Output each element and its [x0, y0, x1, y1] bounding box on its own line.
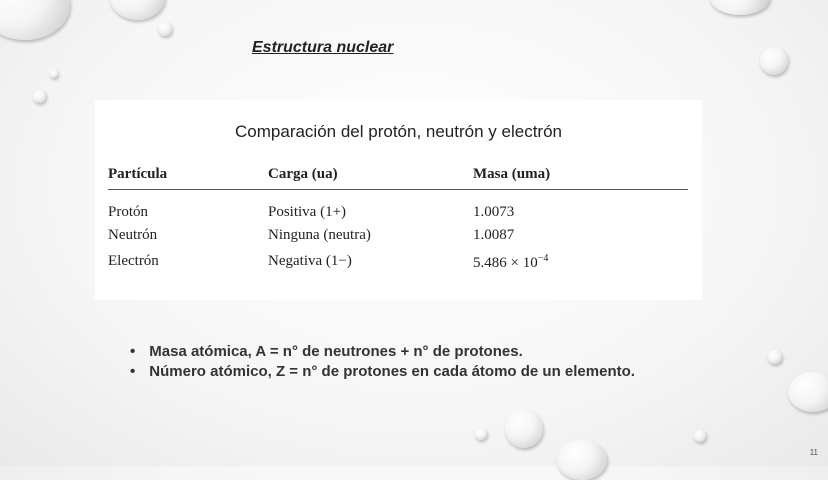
cell: Protón [108, 204, 149, 220]
water-drop-decoration [33, 90, 46, 103]
bullet-list [130, 343, 635, 383]
cell: Ninguna (neutra) [268, 227, 371, 243]
exponent: −4 [537, 253, 549, 264]
bullet-item: • Número atómico, Z = n° de protones en cada átomo de un elemento. [130, 363, 635, 380]
cell: Electrón [108, 252, 159, 269]
column-header: Carga (ua) [268, 162, 473, 190]
column-header: Masa (uma) [473, 162, 688, 190]
water-drop-decoration [158, 22, 172, 36]
water-drop-decoration [0, 0, 70, 40]
page-number: 11 [809, 448, 818, 457]
table-row [108, 247, 688, 275]
water-drop-decoration [694, 430, 706, 442]
water-drop-decoration [788, 372, 828, 412]
cell: Negativa (1−) [268, 252, 352, 269]
water-drop-decoration [110, 0, 165, 20]
table-title: Comparación del protón, neutrón y electrón [235, 122, 562, 141]
water-drop-decoration [505, 410, 543, 448]
comparison-table-image [95, 100, 702, 300]
water-drop-decoration [768, 350, 782, 364]
particle-table [108, 162, 688, 275]
column-header: Partícula [108, 162, 268, 190]
cell: Neutrón [108, 227, 158, 243]
water-drop-decoration [475, 428, 487, 440]
cell: 1.0073 [473, 204, 515, 220]
cell: Positiva (1+) [268, 204, 347, 220]
water-drop-decoration [50, 70, 58, 78]
bullet-item: • Masa atómica, A = n° de neutrones + n° de protones. [130, 343, 635, 360]
title-word: Estructura [252, 39, 333, 56]
water-drop-decoration [557, 440, 607, 480]
table-row [108, 190, 688, 225]
title-word: nuclear [336, 39, 394, 56]
table-row [108, 224, 688, 247]
cell: 1.0087 [473, 227, 515, 243]
cell [473, 247, 688, 275]
water-drop-decoration [710, 0, 770, 15]
water-drop-decoration [760, 47, 788, 75]
slide-title [252, 39, 393, 57]
mantissa: 5.486 × 10 [473, 255, 538, 271]
